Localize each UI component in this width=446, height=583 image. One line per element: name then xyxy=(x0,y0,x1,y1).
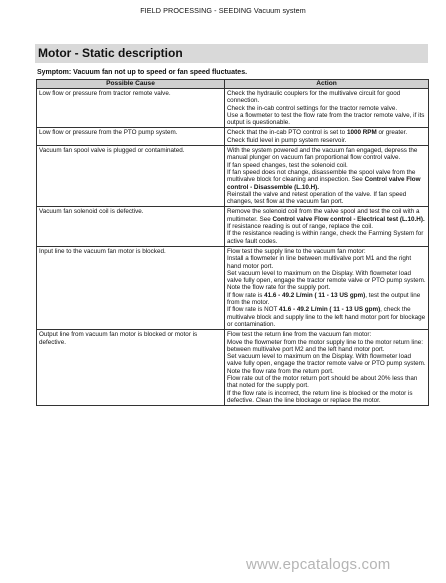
action-text: Use a flowmeter to test the flow rate from the tractor remote valve, if its output is questionable. xyxy=(227,111,425,127)
action-step xyxy=(227,137,426,144)
action-step xyxy=(227,270,426,292)
action-step xyxy=(227,191,426,206)
action-cell xyxy=(225,246,429,329)
action-step xyxy=(227,248,426,255)
action-reference: 1000 RPM xyxy=(346,129,377,137)
action-text: , check the multivalve block and supply line to the left hand motor port for blockage or contamination. xyxy=(227,306,426,328)
action-cell xyxy=(225,330,429,406)
action-reference: Control valve Flow control - Electrical test (L.10.H). xyxy=(272,215,425,223)
page-header: FIELD PROCESSING - SEEDING Vacuum system xyxy=(140,6,306,15)
action-text: Move the flowmeter from the motor supply line to the motor return line: between multivalve port M2 and the left hand motor port. xyxy=(227,338,423,353)
table-row xyxy=(37,246,429,329)
action-text: , test the output line from the motor. xyxy=(227,291,421,307)
action-step xyxy=(227,255,426,270)
cause-cell: Vacuum fan spool valve is plugged or contaminated. xyxy=(37,146,225,207)
watermark: www.epcatalogs.com xyxy=(246,556,391,573)
column-header-action: Action xyxy=(225,80,429,89)
table-header-row xyxy=(37,80,429,89)
action-text: Check the hydraulic couplers for the multivalve circuit for good connection. xyxy=(227,90,401,105)
action-text: With the system powered and the vacuum fan engaged, depress the manual plunger on vacuum fan proportional flow control valve. xyxy=(227,147,418,162)
table-row xyxy=(37,128,429,146)
action-text: Remove the solenoid coil from the valve spool and test the coil with a multimeter. See xyxy=(227,208,420,223)
section-title: Motor - Static description xyxy=(35,44,428,63)
action-cell xyxy=(225,89,429,128)
action-text: or greater. xyxy=(376,129,408,137)
action-step xyxy=(227,112,426,127)
action-step xyxy=(227,105,426,112)
action-text: If flow rate is NOT xyxy=(227,306,280,314)
action-text: If resistance reading is out of range, replace the coil. xyxy=(227,223,373,231)
action-text: Set vacuum level to maximum on the Display. With flowmeter load valve fully open, engage the tractor remote valve or PTO pump system. Note the flow rate from the return port. xyxy=(227,353,426,375)
diagnosis-table xyxy=(36,79,429,406)
action-reference: Control valve Flow control - Disassemble (L.10.H). xyxy=(227,176,421,191)
action-step xyxy=(227,292,426,307)
action-step xyxy=(227,339,426,354)
action-step xyxy=(227,375,426,390)
action-step xyxy=(227,169,426,191)
cause-cell: Vacuum fan solenoid coil is defective. xyxy=(37,207,225,246)
action-text: Flow test the return line from the vacuum fan motor: xyxy=(227,331,372,339)
action-step xyxy=(227,208,426,223)
action-step xyxy=(227,230,426,245)
action-text: Check that the in-cab PTO control is set to xyxy=(227,129,347,137)
cause-cell: Low flow or pressure from the PTO pump system. xyxy=(37,128,225,146)
action-text: If fan speed does not change, disassemble the spool valve from the multivalve block for cleaning and inspection. See xyxy=(227,168,416,184)
action-step xyxy=(227,90,426,105)
action-cell xyxy=(225,146,429,207)
action-text: Flow rate out of the motor return port should be about 20% less than that noted for the supply port. xyxy=(227,374,418,390)
action-text: If flow rate is xyxy=(227,291,265,299)
action-text: Flow test the supply line to the vacuum fan motor: xyxy=(227,247,366,255)
action-reference: 41.6 - 49.2 L/min ( 11 - 13 US gpm) xyxy=(264,291,366,299)
cause-cell: Output line from vacuum fan motor is blocked or motor is defective. xyxy=(37,330,225,406)
table-body xyxy=(37,89,429,406)
symptom-line: Symptom: Vacuum fan not up to speed or fan speed fluctuates. xyxy=(37,69,248,76)
action-text: If fan speed changes, test the solenoid coil. xyxy=(227,161,348,169)
action-step xyxy=(227,147,426,162)
action-text: Check the in-cab control settings for the tractor remote valve. xyxy=(227,104,398,112)
cause-cell: Low flow or pressure from tractor remote valve. xyxy=(37,89,225,128)
action-cell xyxy=(225,128,429,146)
action-step xyxy=(227,331,426,338)
cause-cell: Input line to the vacuum fan motor is blocked. xyxy=(37,246,225,329)
action-text: If the flow rate is incorrect, the return line is blocked or the motor is defective. Clean the line blockage or replace the motor. xyxy=(227,389,413,404)
action-step xyxy=(227,129,426,136)
action-step xyxy=(227,353,426,375)
action-text: Set vacuum level to maximum on the Display. With flowmeter load valve fully open, engage the tractor remote valve or PTO pump system. Note the flow rate for the supply port. xyxy=(227,269,426,292)
action-step xyxy=(227,390,426,405)
action-step xyxy=(227,162,426,169)
column-header-cause: Possible Cause xyxy=(37,80,225,89)
action-step xyxy=(227,306,426,328)
table-row xyxy=(37,146,429,207)
action-text: Reinstall the valve and retest operation of the valve. If fan speed changes, test flow at the vacuum fan port. xyxy=(227,190,407,206)
action-text: Install a flowmeter in line between multivalve port M1 and the right hand motor port. xyxy=(227,255,412,270)
table-row xyxy=(37,207,429,246)
action-cell xyxy=(225,207,429,246)
action-step xyxy=(227,223,426,230)
table-row xyxy=(37,330,429,406)
action-text: If the resistance reading is within range, check the Farming System for active fault codes. xyxy=(227,230,424,245)
action-reference: 41.6 - 49.2 L/min ( 11 - 13 US gpm) xyxy=(279,306,381,314)
action-text: Check fluid level in pump system reservoir. xyxy=(227,136,347,144)
table-row xyxy=(37,89,429,128)
